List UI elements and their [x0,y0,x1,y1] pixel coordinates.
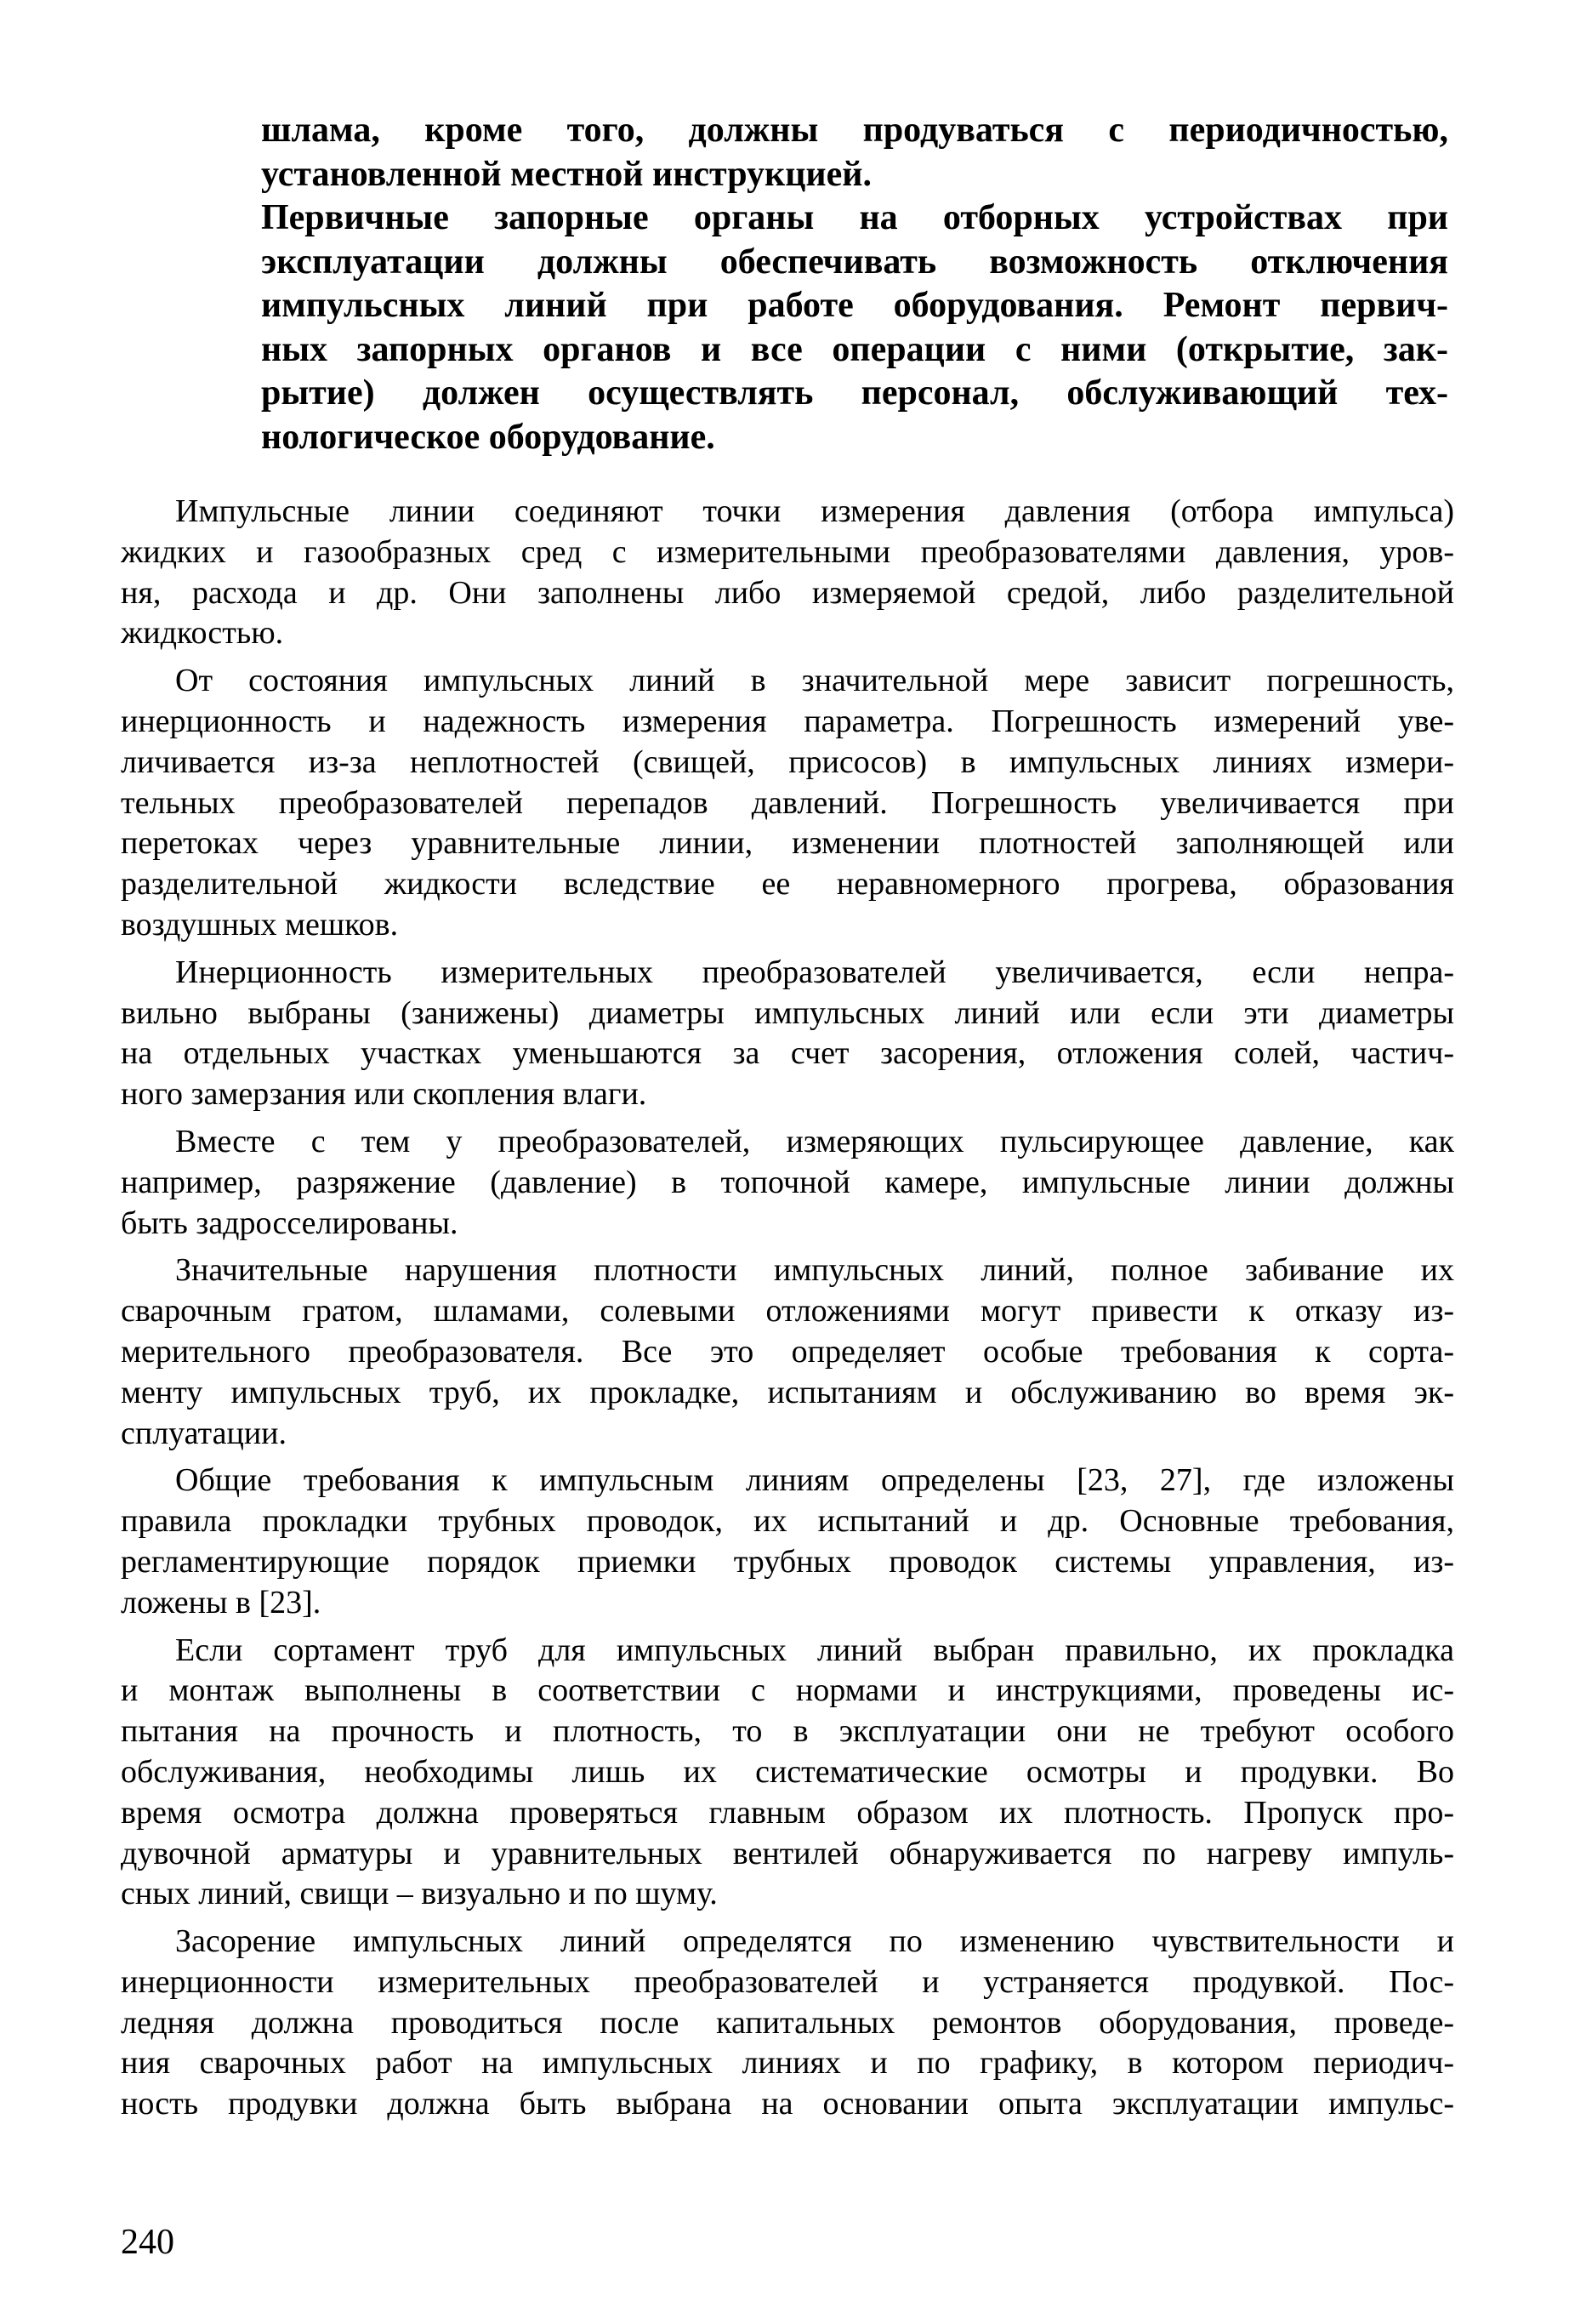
text-line: установленной местной инструкцией. [261,154,872,194]
text-line: Общие требования к импульсным линиям определены [23, 27], где изложены [175,1462,1454,1499]
text-line: ледняя должна проводиться после капитальных ремонтов оборудования, проведе- [121,2004,1454,2041]
text-line: Если сортамент труб для импульсных линий выбран правильно, их прокладка [175,1632,1454,1668]
paragraph [121,1631,1454,1916]
text-line: сных линий, свищи – визуально и по шуму. [121,1876,718,1912]
text-line: обслуживания, необходимы лишь их систематические осмотры и продувки. Во [121,1753,1454,1790]
text-line: Первичные запорные органы на отборных устройствах при [261,198,1448,237]
text-line: ность продувки должна быть выбрана на основании опыта эксплуатации импульс- [121,2086,1454,2122]
text-line: Засорение импульсных линий определятся по изменению чувствительности и [175,1923,1454,1960]
text-line: Вместе с тем у преобразователей, измеряющих пульсирующее давление, как [175,1123,1454,1159]
text-line: инерционности измерительных преобразователей и устраняется продувкой. Пос- [121,1963,1454,2000]
text-line: Инерционность измерительных преобразователей увеличивается, если непра- [175,954,1454,990]
text-line: ного замерзания или скопления влаги. [121,1076,647,1113]
paragraph [261,197,1448,459]
text-line: тельных преобразователей перепадов давлений. Погрешность увеличивается при [121,784,1454,821]
text-line: ня, расхода и др. Они заполнены либо измеряемой средой, либо разделительной [121,574,1454,611]
text-line: регламентирующие порядок приемки трубных проводок системы управления, из- [121,1543,1454,1580]
text-line: Импульсные линии соединяют точки измерения давления (отбора импульса) [175,493,1454,529]
paragraph [121,1122,1454,1244]
text-line: перетоках через уравнительные линии, изменении плотностей заполняющей или [121,825,1454,862]
paragraph [121,1461,1454,1623]
text-line: сплуатации. [121,1415,287,1451]
text-line: ложены в [23]. [121,1584,321,1621]
text-line: нологическое оборудование. [261,417,715,457]
text-line: например, разряжение (давление) в топочной камере, импульсные линии должны [121,1164,1454,1200]
text-line: сварочным гратом, шламами, солевыми отложениями могут привести к отказу из- [121,1293,1454,1330]
text-line: вильно выбраны (занижены) диаметры импульсных линий или если эти диаметры [121,994,1454,1031]
text-line: пытания на прочность и плотность, то в эксплуатации они не требуют особого [121,1713,1454,1750]
page-number: 240 [121,2223,174,2262]
text-line: От состояния импульсных линий в значительной мере зависит погрешность, [175,663,1454,699]
text-line: менту импульсных труб, их прокладке, испытаниям и обслуживанию во время эк- [121,1374,1454,1410]
paragraph [261,109,1448,197]
text-line: жидких и газообразных сред с измерительными преобразователями давления, уров- [121,533,1454,570]
text-line: ния сварочных работ на импульсных линиях и по графику, в котором периодич- [121,2045,1454,2082]
text-line: эксплуатации должны обеспечивать возможность отключения [261,242,1448,282]
paragraph [121,1922,1454,2125]
text-line: шлама, кроме того, должны продуваться с периодичностью, [261,111,1448,150]
paragraph [121,661,1454,946]
text-line: Значительные нарушения плотности импульсных линий, полное забивание их [175,1252,1454,1289]
text-line: воздушных мешков. [121,906,399,943]
text-line: импульсных линий при работе оборудования. Ремонт первич- [261,286,1448,325]
text-line: и монтаж выполнены в соответствии с нормами и инструкциями, проведены ис- [121,1672,1454,1709]
text-line: правила прокладки трубных проводок, их испытаний и др. Основные требования, [121,1503,1454,1540]
text-line: быть задросселированы. [121,1205,458,1241]
text-line: личивается из-за неплотностей (свищей, присосов) в импульсных линиях измери- [121,743,1454,780]
text-line: инерционность и надежность измерения параметра. Погрешность измерений уве- [121,703,1454,739]
paragraph [121,1250,1454,1454]
text-line: рытие) должен осуществлять персонал, обслуживающий тех- [261,373,1448,413]
body-text [121,492,1454,2132]
paragraph [121,953,1454,1115]
paragraph [121,492,1454,654]
bold-instruction-block [261,109,1448,459]
text-line: дувочной арматуры и уравнительных вентилей обнаруживается по нагреву импуль- [121,1835,1454,1871]
text-line: на отдельных участках уменьшаются за счет засорения, отложения солей, частич- [121,1035,1454,1072]
text-line: время осмотра должна проверяться главным образом их плотность. Пропуск про- [121,1794,1454,1831]
text-line: жидкостью. [121,615,284,652]
text-line: ных запорных органов и все операции с ними (открытие, зак- [261,329,1448,369]
text-line: разделительной жидкости вследствие ее неравномерного прогрева, образования [121,866,1454,903]
text-line: мерительного преобразователя. Все это определяет особые требования к сорта- [121,1333,1454,1370]
